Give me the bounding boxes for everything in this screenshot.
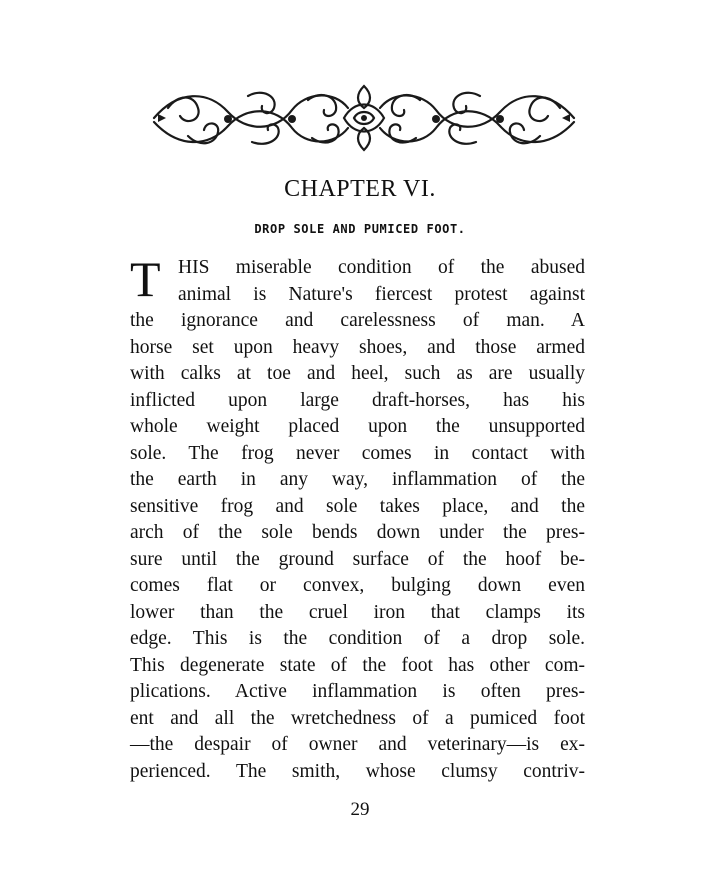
text-line: the ignorance and carelessness of man. A: [130, 310, 585, 331]
text-line: plications. Active inflammation is often pres-: [130, 681, 585, 702]
chapter-subtitle: DROP SOLE AND PUMICED FOOT.: [254, 222, 466, 236]
text-line: animal is Nature's fiercest protest against: [178, 283, 585, 305]
text-line: whole weight placed upon the unsupported: [130, 416, 585, 437]
text-line: ent and all the wretchedness of a pumiced foot: [130, 707, 585, 729]
text-line: the earth in any way, inflammation of the: [130, 469, 585, 490]
text-line: with calks at toe and heel, such as are usually: [130, 363, 585, 384]
text-line: comes flat or convex, bulging down even: [130, 575, 585, 596]
page-number: 29: [350, 799, 370, 820]
text-line: edge. This is the condition of a drop sole.: [130, 628, 585, 649]
text-line: sensitive frog and sole takes place, and the: [130, 495, 585, 517]
text-line: —the despair of owner and veterinary—is ex-: [130, 734, 585, 755]
text-line: lower than the cruel iron that clamps its: [130, 601, 585, 623]
text-line: horse set upon heavy shoes, and those armed: [130, 336, 585, 358]
text-line: HIS miserable condition of the abused: [178, 257, 585, 278]
drop-cap: T: [130, 251, 161, 307]
chapter-title: CHAPTER VI.: [284, 176, 436, 202]
text-line: sole. The frog never comes in contact with: [130, 442, 585, 464]
text-line: perienced. The smith, whose clumsy contriv-: [130, 760, 585, 782]
chapter-body: [130, 251, 585, 785]
text-line: This degenerate state of the foot has other com-: [130, 654, 585, 676]
text-line: arch of the sole bends down under the pres-: [130, 522, 585, 543]
text-line: inflicted upon large draft-horses, has his: [130, 389, 585, 411]
text-line: sure until the ground surface of the hoof be-: [130, 548, 585, 570]
ornament-headpiece-icon: [148, 78, 580, 158]
